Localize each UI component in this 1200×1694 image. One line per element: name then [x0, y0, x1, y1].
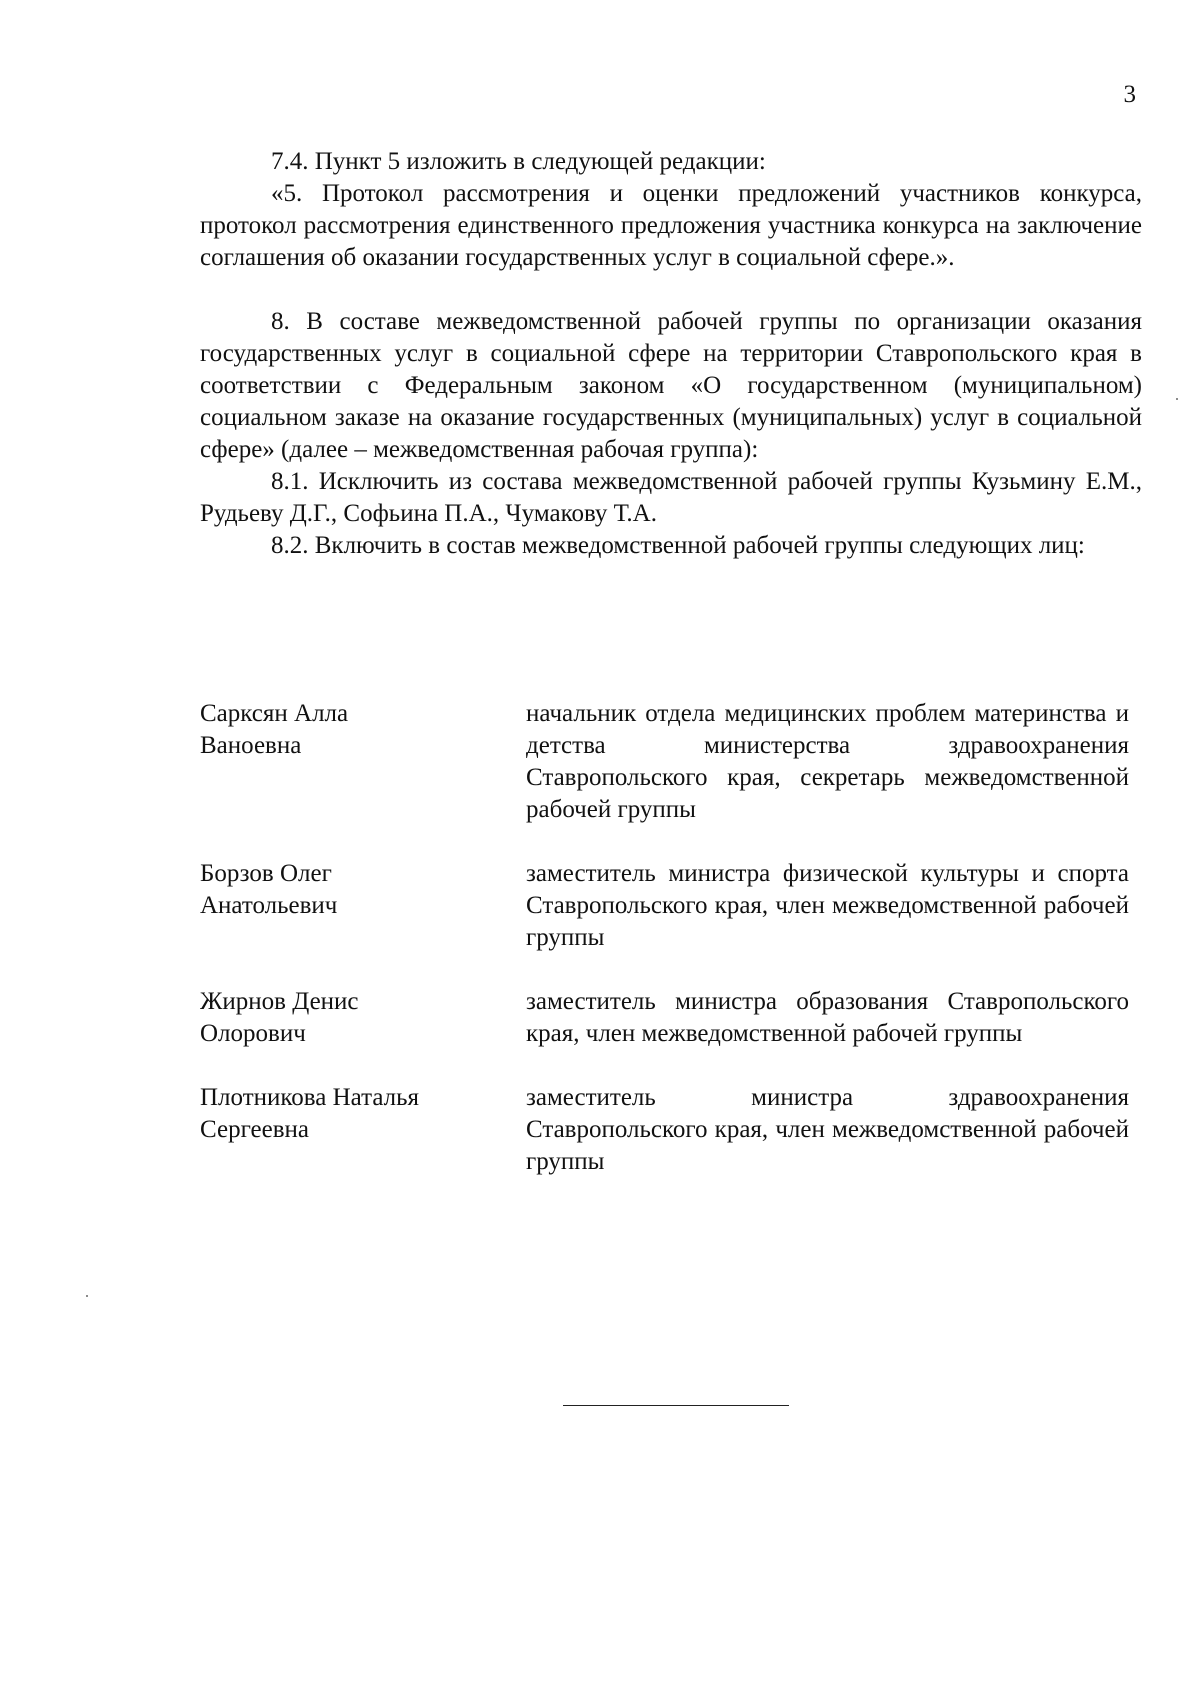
- member-name: Борзов Олег Анатольевич: [200, 860, 338, 919]
- amendments-body: [200, 146, 1142, 562]
- scan-speck: [86, 1295, 88, 1297]
- member-name: Плотникова Наталья Сергеевна: [200, 1084, 420, 1143]
- paragraph-7-4: 7.4. Пункт 5 изложить в следующей редакции:: [271, 148, 766, 175]
- member-row: [200, 1082, 1142, 1178]
- member-list: [200, 698, 1142, 1210]
- page-number: 3: [1123, 81, 1136, 108]
- scan-speck: [1176, 398, 1178, 400]
- paragraph-8-1: 8.1. Исключить из состава межведомственной рабочей группы Кузьмину Е.М., Рудьеву Д.Г., Софьина П.А., Чумакову Т.А.: [200, 468, 1142, 527]
- member-row: [200, 858, 1142, 954]
- paragraph-7-4-quote: «5. Протокол рассмотрения и оценки предложений участников конкурса, протокол рассмотрения единственного предложения участника конкурса на заключение соглашения об оказании государственных услуг в социальной сфере.».: [200, 180, 1142, 271]
- member-role: заместитель министра физической культуры и спорта Ставропольского края, член межведомственной рабочей группы: [526, 860, 1129, 951]
- paragraph-8: 8. В составе межведомственной рабочей группы по организации оказания государственных услуг в социальной сфере на территории Ставропольского края в соответствии с Федеральным законом «О государственном (муниципальном) социальном заказе на оказание государственных (муниципальных) услуг в социальной сфере» (далее – межведомственная рабочая группа):: [200, 308, 1142, 463]
- member-role: заместитель министра здравоохранения Ставропольского края, член межведомственной рабочей группы: [526, 1084, 1129, 1175]
- member-name: Сарксян Алла Ваноевна: [200, 700, 349, 759]
- paragraph-8-2: 8.2. Включить в состав межведомственной рабочей группы следующих лиц:: [271, 532, 1085, 559]
- member-role: начальник отдела медицинских проблем материнства и детства министерства здравоохранения Ставропольского края, секретарь межведомственной рабочей группы: [526, 700, 1129, 823]
- member-role: заместитель министра образования Ставропольского края, член межведомственной рабочей группы: [526, 988, 1129, 1047]
- end-of-document-line: [563, 1405, 789, 1406]
- member-row: [200, 986, 1142, 1050]
- member-row: [200, 698, 1142, 826]
- member-name: Жирнов Денис Олорович: [200, 988, 359, 1047]
